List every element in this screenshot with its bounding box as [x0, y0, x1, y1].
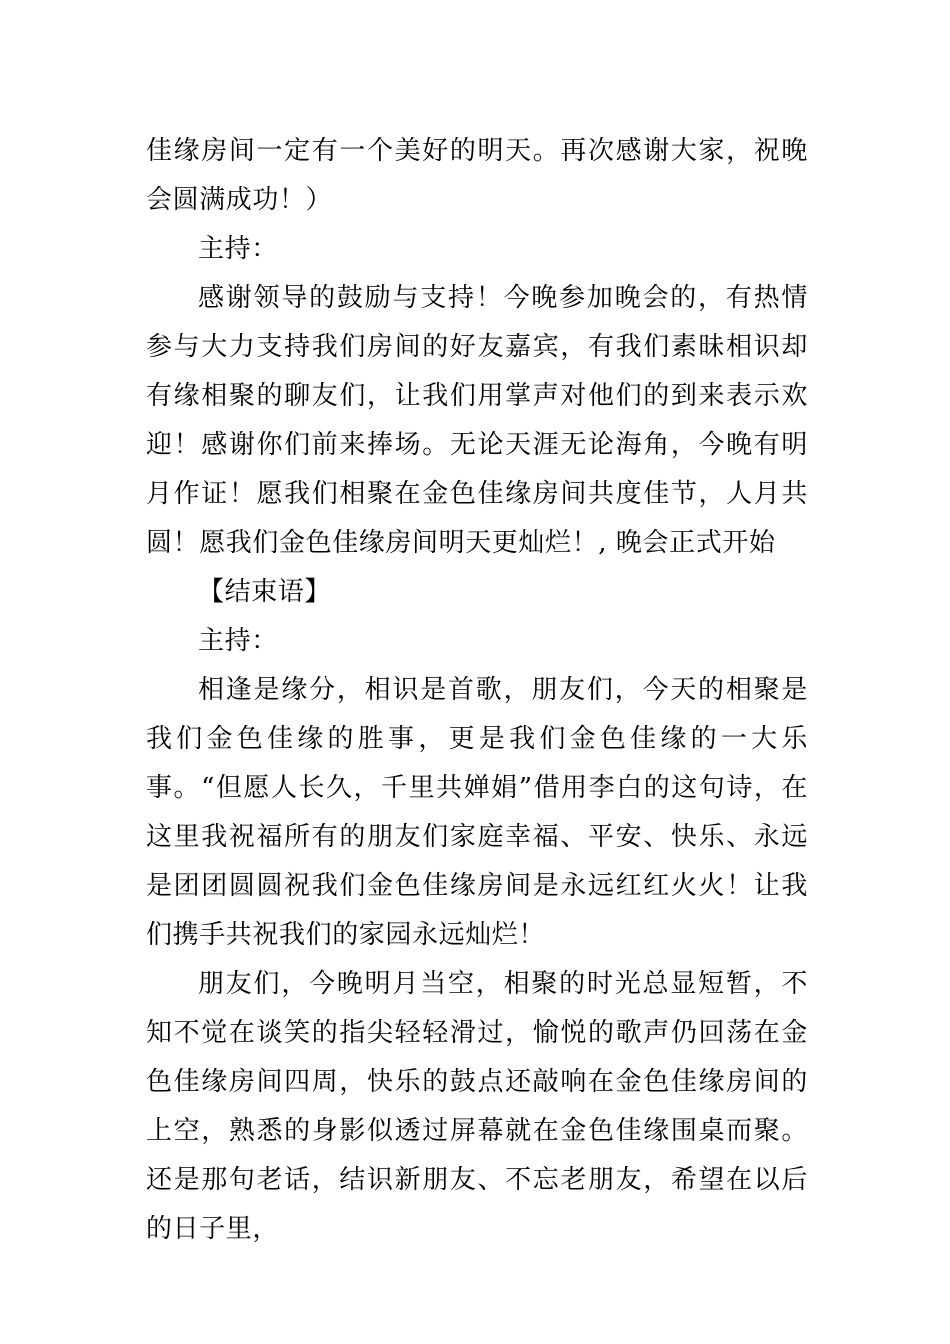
- document-page: [146, 127, 808, 1254]
- host-label-1: 主持：: [198, 234, 278, 264]
- paragraph-thanks-leaders: 感谢领导的鼓励与支持！今晚参加晚会的，有热情参与大力支持我们房间的好友嘉宾，有我们素昧相识却有缘相聚的聊友们，让我们用掌声对他们的到来表示欢迎！感谢你们前来捧场。无论天涯无论海角，今晚有明月作证！愿我们相聚在金色佳缘房间共度佳节，人月共圆！愿我们金色佳缘房间明天更灿烂！, 晚会正式开始: [146, 283, 808, 558]
- paragraph-closing-wishes: 佳缘房间一定有一个美好的明天。再次感谢大家，祝晚会圆满成功！）: [146, 136, 808, 215]
- section-heading-closing: 【结束语】: [198, 577, 332, 607]
- paragraph-friends-tonight: 朋友们，今晚明月当空，相聚的时光总显短暂，不知不觉在谈笑的指尖轻轻滑过，愉悦的歌声仍回荡在金色佳缘房间四周，快乐的鼓点还敲响在金色佳缘房间的上空，熟悉的身影似透过屏幕就在金色佳缘围桌而聚。还是那句老话，结识新朋友、不忘老朋友，希望在以后的日子里，: [146, 969, 808, 1244]
- host-label-2: 主持：: [198, 626, 278, 656]
- paragraph-meeting-fate: 相逢是缘分，相识是首歌，朋友们，今天的相聚是我们金色佳缘的胜事，更是我们金色佳缘的一大乐事。“但愿人长久，千里共婵娟”借用李白的这句诗，在这里我祝福所有的朋友们家庭幸福、平安、快乐、永远是团团圆圆祝我们金色佳缘房间是永远红红火火！让我们携手共祝我们的家园永远灿烂！: [146, 675, 808, 950]
